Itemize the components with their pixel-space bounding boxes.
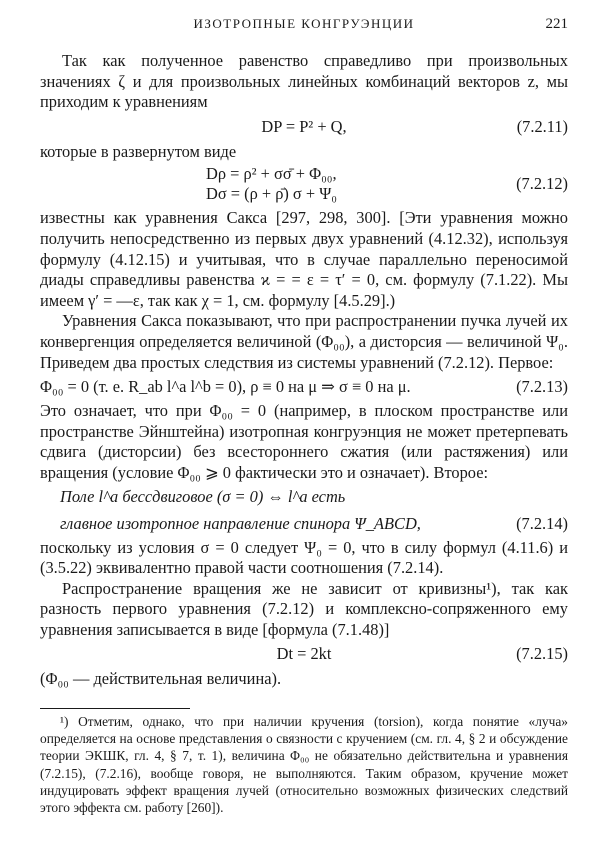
page-header: [40, 12, 568, 34]
equation-number: (7.2.13): [516, 377, 568, 397]
paragraph-7: Распространение вращения же не зависит от кривизны¹), так как разность первого уравнения (7.2.12) и комплексно-сопряженного ему уравнения записывается в виде [формула (7.1.48)]: [40, 578, 568, 639]
page-number: 221: [545, 16, 568, 32]
equation-7-2-12: [40, 162, 568, 208]
equation-line-1: Dρ = ρ² + σσ̄ + Φ₀₀,: [206, 164, 337, 184]
equation-7-2-11: [40, 113, 568, 142]
statement-7-2-14: [40, 511, 568, 538]
paragraph-6: поскольку из условия σ = 0 следует Ψ₀ = 0, что в силу формул (4.11.6) и (3.5.22) эквивалентно правой части соотношения (7.2.14).: [40, 537, 568, 578]
statement-text: главное изотропное направление спинора Ψ_ABCD,: [60, 513, 421, 533]
equation-7-2-13: [40, 373, 568, 401]
equation-line-2: Dσ = (ρ + ρ̄) σ + Ψ₀: [206, 184, 338, 204]
paragraph-8: (Φ₀₀ — действительная величина).: [40, 669, 282, 689]
footnote-divider: [40, 708, 190, 709]
running-title: ИЗОТРОПНЫЕ КОНГРУЭНЦИИ: [193, 16, 415, 31]
equation-formula: Dt = 2kt: [276, 644, 332, 664]
equation-number: (7.2.14): [516, 513, 568, 533]
statement-line-1: [40, 484, 568, 511]
paragraph-4: Уравнения Сакса показывают, что при распространении пучка лучей их конвергенция определяется величиной (Φ₀₀), а дисторсия — величиной Ψ₀. Приведем два простых следствия из системы уравнений (7.2.12). Первое:: [40, 311, 568, 372]
equation-formula: Φ₀₀ = 0 (т. е. R_ab l^a l^b = 0), ρ ≡ 0 на μ ⇒ σ ≡ 0 на μ.: [40, 377, 411, 397]
equation-number: (7.2.15): [516, 644, 568, 664]
paragraph-1: Так как полученное равенство справедливо при произвольных значениях ζ и для произвольных линейных комбинаций векторов z, мы приходим к уравнениям: [40, 51, 568, 112]
paragraph-5: Это означает, что при Φ₀₀ = 0 (например, в плоском пространстве или пространстве Эйнштейна) изотропная конгруэнция не может претерпевать сдвига (дисторсии) без всестороннего сжатия (или растяжения) или вращения (условие Φ₀₀ ⩾ 0 фактически это и означает). Второе:: [40, 401, 568, 482]
equation-formula: DP = P² + Q,: [261, 116, 347, 136]
statement-text: Поле l^a бессдвиговое (σ = 0) ⇔ l^a есть: [60, 486, 346, 506]
footnote-text: ¹) Отметим, однако, что при наличии кручения (torsion), когда понятие «луча» определяется на основе представления о связности с кручением (см. гл. 4, § 2 и обсуждение теории ЭКШК, гл. 4, § 7, т. 1), величина Φ₀₀ не обязательно действительна и уравнения (7.2.15), (7.2.16), вообще говоря, не выполняются. Таким образом, кручение может индуцировать эффект вращения лучей (относительно возможных физических следствий этого эффекта см. работу [260]).: [40, 714, 568, 816]
equation-number: (7.2.11): [516, 116, 568, 136]
paragraph-2: которые в развернутом виде: [40, 141, 237, 161]
main-text: [40, 51, 568, 690]
paragraph-3: известны как уравнения Сакса [297, 298, 300]. [Эти уравнения можно получить непосредственно из первых двух уравнений (4.12.32), используя формулу (4.12.15) и учитывая, что в случае параллельно переносимой диады справедливы равенства ϰ = = ε = τ′ = 0, см. формулу (7.1.22). Мы имеем γ′ = —ε, так как χ = 1, см. формулу [4.5.29].): [40, 208, 568, 310]
equation-number: (7.2.12): [516, 174, 568, 194]
equation-7-2-15: [40, 640, 568, 669]
footnote: [40, 713, 568, 816]
